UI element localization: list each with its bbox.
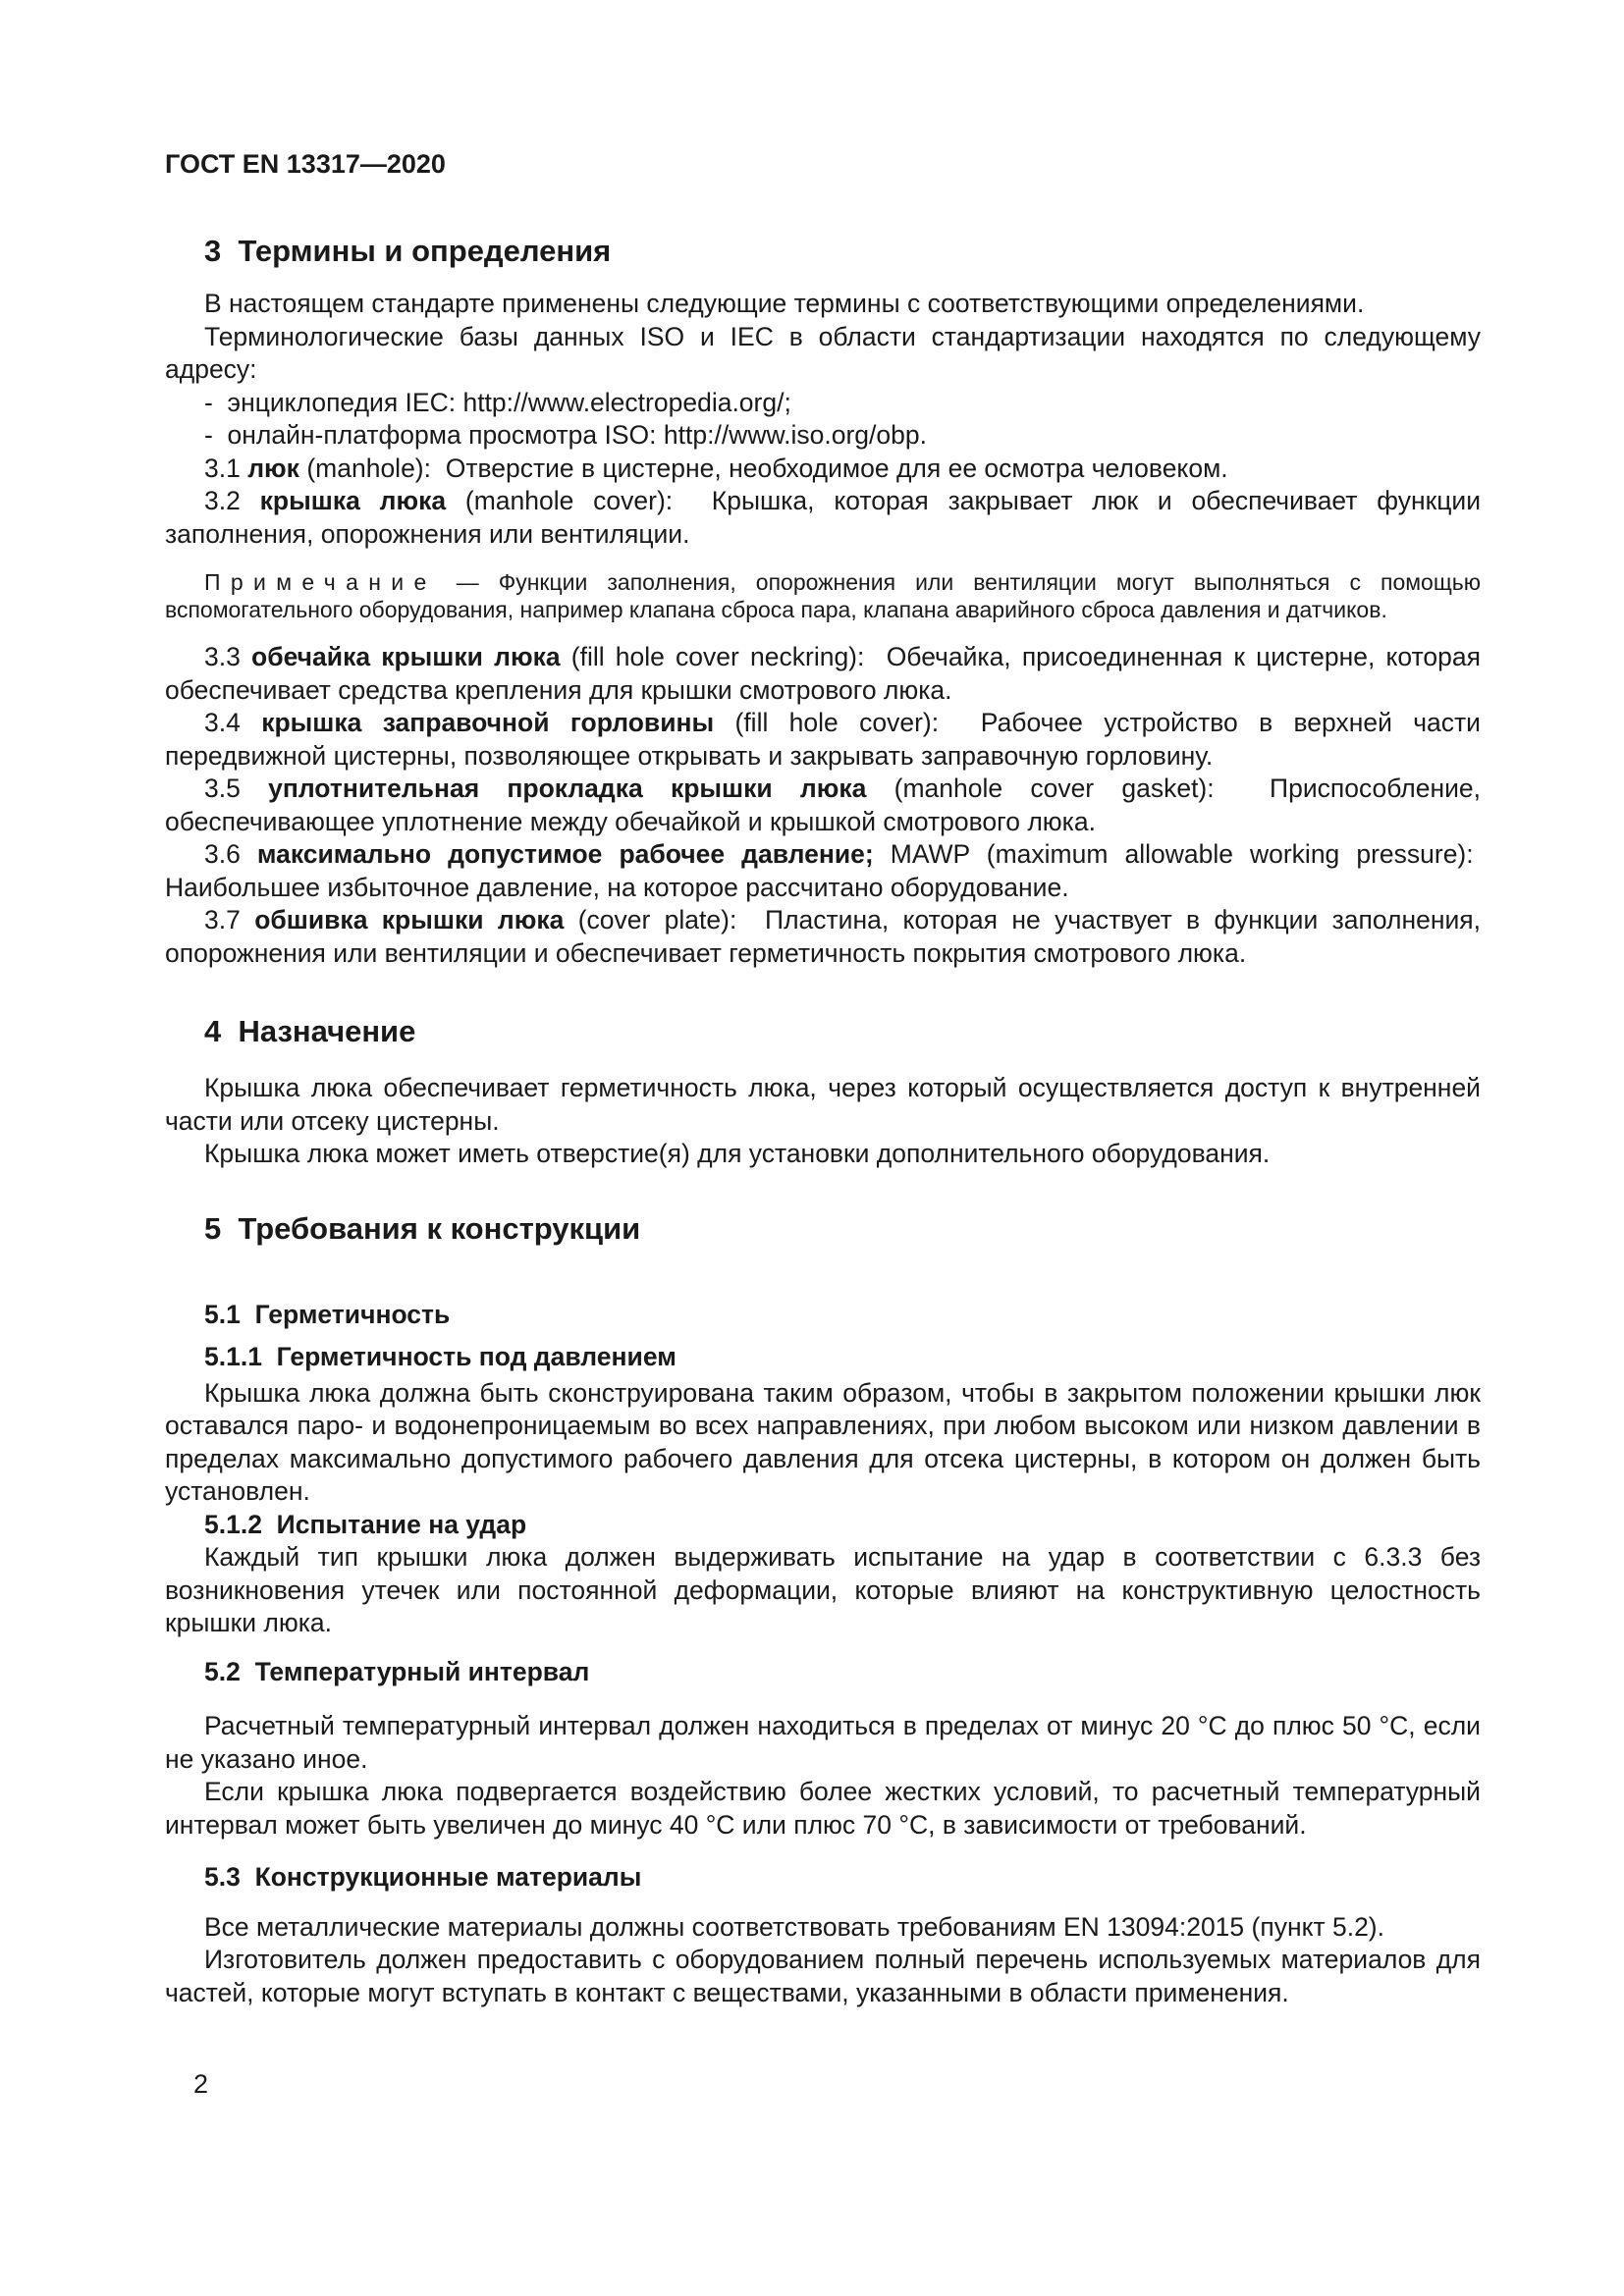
term-name: максимально допустимое рабочее давление; bbox=[256, 839, 874, 869]
term-name: крышка люка bbox=[259, 486, 447, 515]
term-number: 3.3 bbox=[204, 642, 241, 671]
document-header: ГОСТ EN 13317—2020 bbox=[165, 149, 446, 179]
term-item-3-4 bbox=[165, 707, 1481, 773]
page-number: 2 bbox=[193, 2069, 209, 2099]
term-name: люк bbox=[247, 453, 299, 483]
section-4-paragraph-1: Крышка люка обеспечивает герметичность люка, через который осуществляется доступ к внутренней части или отсеку цистерны. bbox=[165, 1073, 1481, 1136]
note-paragraph bbox=[165, 568, 1481, 623]
note-label: Примечание bbox=[204, 569, 437, 595]
section-4-paragraph-2: Крышка люка может иметь отверстие(я) для установки дополнительного оборудования. bbox=[204, 1139, 1271, 1168]
term-definition: (fill hole cover neckring): Обечайка, присоединенная к цистерне, которая обеспечивает средства крепления для крышки смотрового люка. bbox=[165, 642, 1481, 705]
section-3-heading: 3 Термины и определения bbox=[204, 234, 612, 268]
term-number: 3.2 bbox=[204, 486, 241, 515]
term-number: 3.1 bbox=[204, 453, 241, 483]
section-5-2-heading: 5.2 Температурный интервал bbox=[204, 1656, 590, 1686]
section-5-1-2-heading: 5.1.2 Испытание на удар bbox=[204, 1509, 527, 1539]
term-number: 3.7 bbox=[204, 905, 241, 934]
term-definition: MAWP (maximum allowable working pressure): Наибольшее избыточное давление, на которое рассчитано оборудование. bbox=[165, 839, 1481, 902]
term-name: обечайка крышки люка bbox=[251, 642, 561, 671]
term-item-3-6 bbox=[165, 838, 1481, 904]
section-5-3-heading: 5.3 Конструкционные материалы bbox=[204, 1862, 642, 1892]
term-name: крышка заправочной горловины bbox=[261, 708, 715, 737]
section-5-1-heading: 5.1 Герметичность bbox=[204, 1299, 451, 1329]
section-5-2-paragraph-2: Если крышка люка подвергается воздействию более жестких условий, то расчетный температурный интервал может быть увеличен до минус 40 °C или плюс 70 °C, в зависимости от требований. bbox=[165, 1777, 1481, 1840]
term-number: 3.4 bbox=[204, 708, 241, 737]
page-content bbox=[165, 0, 1481, 2009]
list-item-iso-link: - онлайн-платформа просмотра ISO: http://www.iso.org/obp. bbox=[204, 420, 927, 450]
section-3-intro-paragraph: В настоящем стандарте применены следующие термины с соответствующими определениями. bbox=[204, 289, 1365, 318]
term-name: уплотнительная прокладка крышки люка bbox=[268, 774, 867, 803]
term-definition: (fill hole cover): Рабочее устройство в верхней части передвижной цистерны, позволяющее открывать и закрывать заправочную горловину. bbox=[165, 708, 1481, 771]
term-number: 3.5 bbox=[204, 774, 241, 803]
section-5-1-1-heading: 5.1.1 Герметичность под давлением bbox=[204, 1342, 677, 1371]
section-5-heading: 5 Требования к конструкции bbox=[204, 1210, 641, 1246]
section-4-heading: 4 Назначение bbox=[204, 1014, 416, 1048]
term-number: 3.6 bbox=[204, 839, 241, 869]
term-item-3-1 bbox=[165, 453, 1481, 486]
section-3-databases-paragraph: Терминологические базы данных ISO и IEC в области стандартизации находятся по следующему адресу: bbox=[165, 321, 1481, 384]
term-item-3-2 bbox=[165, 485, 1481, 551]
section-5-3-paragraph-1: Все металлические материалы должны соответствовать требованиям EN 13094:2015 (пункт 5.2). bbox=[204, 1911, 1384, 1942]
list-item-iec-link: - энциклопедия IEC: http://www.electropedia.org/; bbox=[204, 387, 791, 417]
term-definition: (cover plate): Пластина, которая не участвует в функции заполнения, опорожнения или вентиляции и обеспечивает герметичность покрытия смотрового люка. bbox=[165, 905, 1481, 968]
section-5-1-2-paragraph: Каждый тип крышки люка должен выдерживать испытание на удар в соответствии с 6.3.3 без возникновения утечек или постоянной деформации, которые влияют на конструктивную целостность крышки люка. bbox=[165, 1542, 1481, 1637]
term-definition: (manhole cover): Крышка, которая закрывает люк и обеспечивает функции заполнения, опорожнения или вентиляции. bbox=[165, 486, 1481, 549]
section-5-1-1-paragraph: Крышка люка должна быть сконструирована таким образом, чтобы в закрытом положении крышки люк оставался паро- и водонепроницаемым во всех направлениях, при любом высоком или низком давлении в пределах максимально допустимого рабочего давления для отсека цистерны, в котором он должен быть установлен. bbox=[165, 1377, 1481, 1506]
section-5-2-paragraph-1: Расчетный температурный интервал должен находиться в пределах от минус 20 °C до плюс 50 °C, если не указано иное. bbox=[165, 1711, 1481, 1774]
term-definition: (manhole cover gasket): Приспособление, обеспечивающее уплотнение между обечайкой и крышкой смотрового люка. bbox=[165, 774, 1481, 836]
term-item-3-3 bbox=[165, 641, 1481, 707]
term-item-3-7 bbox=[165, 904, 1481, 970]
term-definition: (manhole): Отверстие в цистерне, необходимое для ее осмотра человеком. bbox=[306, 453, 1228, 483]
term-item-3-5 bbox=[165, 773, 1481, 838]
section-5-3-paragraph-2: Изготовитель должен предоставить с оборудованием полный перечень используемых материалов для частей, которые могут вступать в контакт с веществами, указанными в области применения. bbox=[165, 1945, 1481, 2007]
term-name: обшивка крышки люка bbox=[254, 905, 565, 934]
note-text: — Функции заполнения, опорожнения или вентиляции могут выполняться с помощью вспомогательного оборудования, например клапана сброса пара, клапана аварийного сброса давления и датчиков. bbox=[165, 569, 1482, 622]
